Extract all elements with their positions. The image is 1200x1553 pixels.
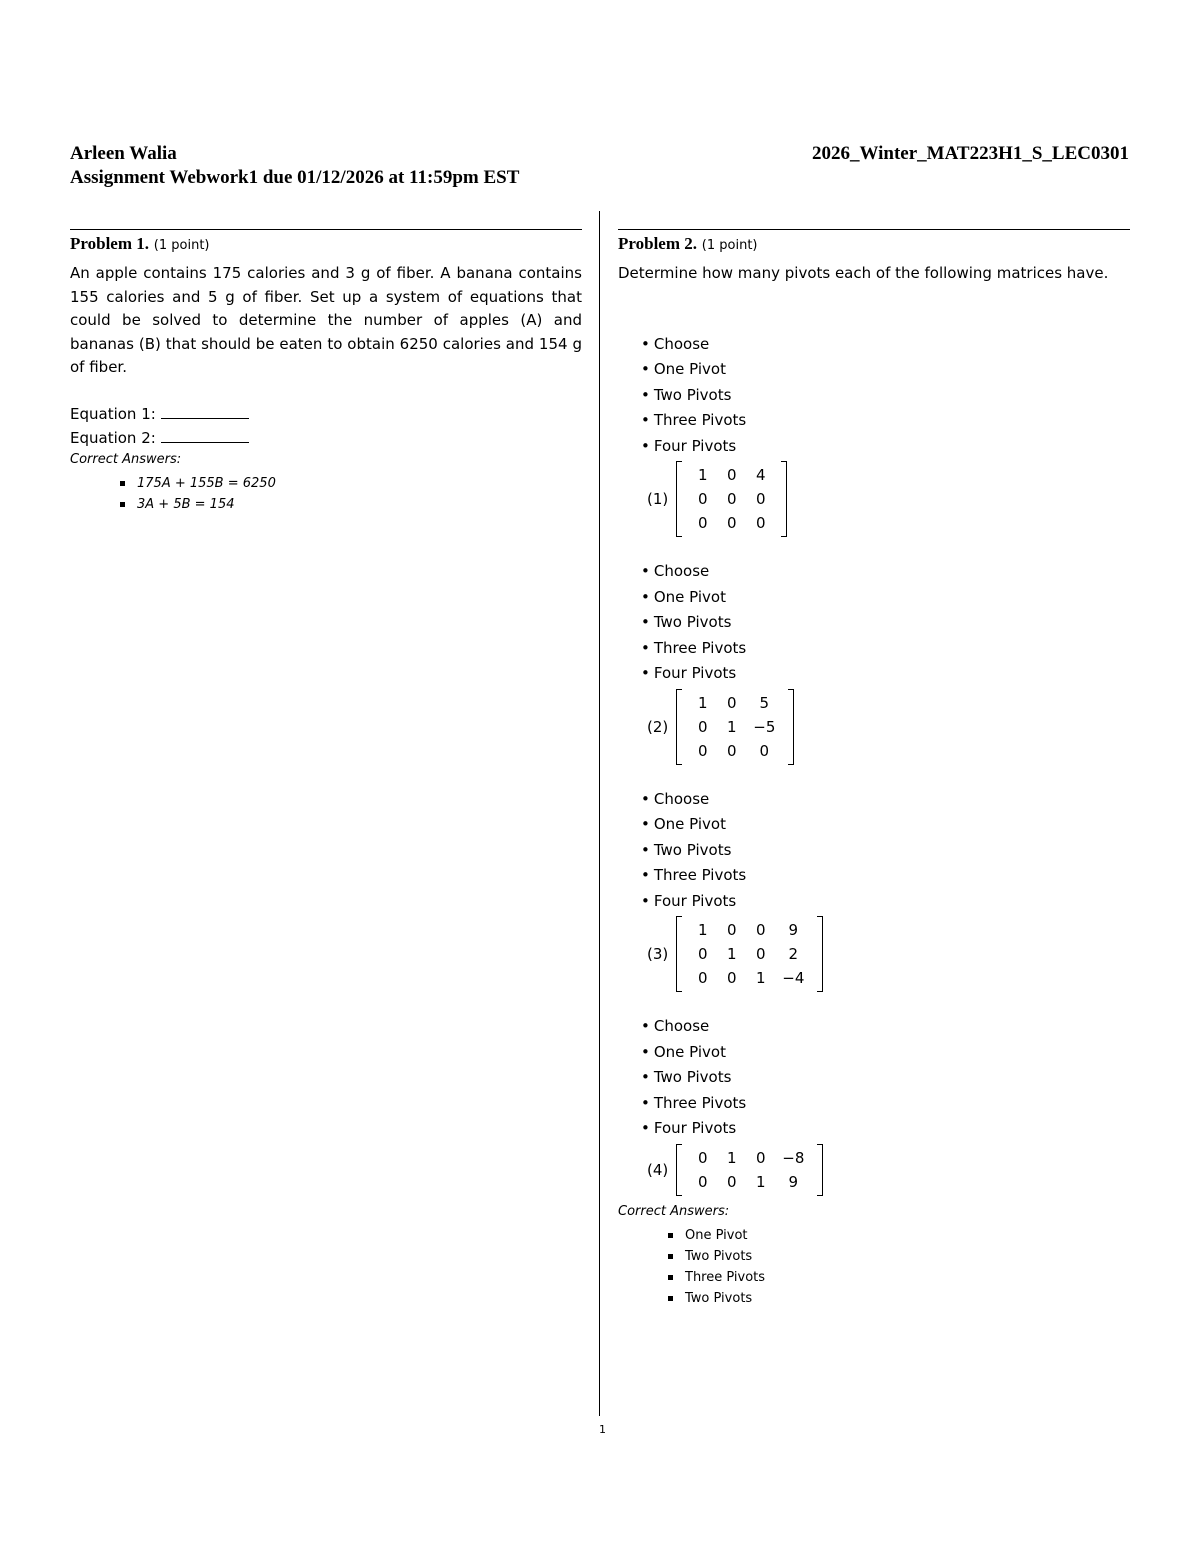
problem-2-answer-list — [618, 1225, 1130, 1309]
options-list-2 — [618, 559, 1130, 687]
option-four-pivots[interactable]: • Four Pivots — [641, 661, 1130, 687]
problem-1-heading — [70, 234, 582, 256]
option-four-pivots[interactable]: • Four Pivots — [641, 1116, 1130, 1142]
matrix-1-row — [647, 461, 1130, 537]
matrix-cell: 0 — [697, 1172, 708, 1191]
course-code: 2026_Winter_MAT223H1_S_LEC0301 — [811, 143, 1129, 164]
option-choose[interactable]: • Choose — [641, 332, 1130, 358]
matrix-cell: 0 — [755, 921, 766, 939]
matrix-cell: 0 — [755, 514, 766, 532]
matrix-2-row — [647, 689, 1130, 765]
problem-2-correct-answers-title: Correct Answers: — [618, 1203, 730, 1219]
matrix-cell: 4 — [755, 466, 766, 484]
matrix-row — [688, 739, 782, 763]
matrix-cell: 0 — [755, 945, 766, 963]
matrix-2-label: (2) — [647, 717, 669, 736]
equation-2-row — [70, 426, 582, 450]
matrix-cell: 1 — [697, 921, 708, 939]
matrix-cell: 0 — [755, 1148, 766, 1167]
matrix-cell: −4 — [782, 969, 805, 987]
matrix-cell: 0 — [697, 717, 708, 736]
problem-2-answer-3: Three Pivots — [685, 1267, 1130, 1288]
matrix-cell: 0 — [697, 741, 708, 760]
option-one-pivot[interactable]: • One Pivot — [641, 812, 1130, 838]
problem-1-answer-list — [70, 473, 582, 515]
equation-2-label: Equation 2: — [70, 428, 156, 447]
problem-2-answer-4: Two Pivots — [685, 1288, 1130, 1309]
matrix-cell: 0 — [759, 741, 770, 760]
matrix-row — [688, 1170, 811, 1194]
matrix-4-label: (4) — [647, 1160, 669, 1179]
problem-1-text: An apple contains 175 calories and 3 g of fiber. A banana contains 155 calories and 5 g of fiber. Set up a system of equations that could be solved to determine the number of apples (A) and bananas (B) that should be eaten to obtain 6250 calories and 154 g of fiber. — [70, 264, 582, 376]
matrix-cell: 0 — [726, 466, 737, 484]
problem-2-text: Determine how many pivots each of the following matrices have. — [618, 264, 1109, 282]
option-choose[interactable]: • Choose — [641, 787, 1130, 813]
option-three-pivots[interactable]: • Three Pivots — [641, 863, 1130, 889]
option-three-pivots[interactable]: • Three Pivots — [641, 1091, 1130, 1117]
student-name: Arleen Walia — [70, 143, 177, 164]
matrix-cell: 5 — [759, 693, 770, 712]
problem-2-title: Problem 2. — [618, 234, 698, 253]
option-choose[interactable]: • Choose — [641, 1014, 1130, 1040]
problem-1-answer-2: 3A + 5B = 154 — [137, 494, 582, 515]
problem-2-answer-1: One Pivot — [685, 1225, 1130, 1246]
option-two-pivots[interactable]: • Two Pivots — [641, 610, 1130, 636]
problem-1-correct-answers-title: Correct Answers: — [70, 451, 182, 467]
matrix-cell: 0 — [697, 514, 708, 532]
matrix-cell: 0 — [755, 490, 766, 508]
header-left — [70, 142, 519, 190]
matrix-cell: 0 — [726, 921, 737, 939]
problem-1 — [70, 229, 582, 515]
matrix-3 — [676, 916, 823, 992]
option-two-pivots[interactable]: • Two Pivots — [641, 838, 1130, 864]
matrix-cell: 0 — [697, 1148, 708, 1167]
option-two-pivots[interactable]: • Two Pivots — [641, 383, 1130, 409]
matrix-cell: 1 — [755, 969, 766, 987]
matrix-row — [688, 511, 775, 535]
problem-1-title: Problem 1. — [70, 234, 150, 253]
option-four-pivots[interactable]: • Four Pivots — [641, 889, 1130, 915]
problem-2 — [618, 229, 1130, 1309]
matrix-2 — [676, 689, 794, 765]
equation-block — [70, 402, 582, 450]
matrix-cell: 1 — [726, 945, 737, 963]
option-one-pivot[interactable]: • One Pivot — [641, 357, 1130, 383]
matrix-3-row — [647, 916, 1130, 992]
matrix-cell: 9 — [788, 921, 799, 939]
equation-1-blank[interactable] — [161, 404, 249, 419]
matrix-1 — [676, 461, 787, 537]
matrix-cell: −5 — [753, 717, 776, 736]
page-number: 1 — [599, 1423, 606, 1436]
matrix-cell: 0 — [726, 693, 737, 712]
option-one-pivot[interactable]: • One Pivot — [641, 1040, 1130, 1066]
matrix-cell: 1 — [697, 693, 708, 712]
option-four-pivots[interactable]: • Four Pivots — [641, 434, 1130, 460]
option-two-pivots[interactable]: • Two Pivots — [641, 1065, 1130, 1091]
matrix-1-label: (1) — [647, 490, 669, 508]
matrix-row — [688, 463, 775, 487]
equation-1-row — [70, 402, 582, 426]
matrix-cell: 0 — [697, 945, 708, 963]
matrix-row — [688, 715, 782, 739]
problem-2-heading — [618, 234, 1130, 256]
section-rule — [618, 229, 1130, 230]
problem-2-points: (1 point) — [701, 238, 758, 253]
option-one-pivot[interactable]: • One Pivot — [641, 585, 1130, 611]
matrix-cell: 0 — [697, 490, 708, 508]
option-three-pivots[interactable]: • Three Pivots — [641, 636, 1130, 662]
matrix-cell: 1 — [726, 1148, 737, 1167]
column-divider — [599, 211, 600, 1416]
matrix-cell: 1 — [755, 1172, 766, 1191]
matrix-row — [688, 942, 811, 966]
matrix-cell: 2 — [788, 945, 799, 963]
matrix-cell: 0 — [726, 741, 737, 760]
problem-2-answer-2: Two Pivots — [685, 1246, 1130, 1267]
matrix-cell: 0 — [726, 1172, 737, 1191]
equation-1-label: Equation 1: — [70, 404, 156, 423]
options-list-3 — [618, 787, 1130, 915]
equation-2-blank[interactable] — [161, 428, 249, 443]
matrix-cell: 1 — [697, 466, 708, 484]
problem-1-answer-1: 175A + 155B = 6250 — [137, 473, 582, 494]
matrix-cell: 0 — [697, 969, 708, 987]
matrix-cell: 0 — [726, 969, 737, 987]
options-list-4 — [618, 1014, 1130, 1142]
spacer — [618, 286, 1130, 332]
options-list-1 — [618, 332, 1130, 460]
matrix-row — [688, 1146, 811, 1170]
problem-1-points: (1 point) — [153, 238, 210, 253]
option-three-pivots[interactable]: • Three Pivots — [641, 408, 1130, 434]
matrix-row — [688, 918, 811, 942]
matrix-row — [688, 487, 775, 511]
matrix-cell: 9 — [788, 1172, 799, 1191]
matrix-cell: 0 — [726, 514, 737, 532]
matrix-row — [688, 966, 811, 990]
matrix-row — [688, 691, 782, 715]
matrix-4-row — [647, 1144, 1130, 1196]
assignment-line: Assignment Webwork1 due 01/12/2026 at 11:59pm EST — [70, 167, 520, 188]
matrix-cell: −8 — [782, 1148, 805, 1167]
matrix-4 — [676, 1144, 823, 1196]
option-choose[interactable]: • Choose — [641, 559, 1130, 585]
section-rule — [70, 229, 582, 230]
matrix-cell: 0 — [726, 490, 737, 508]
matrix-3-label: (3) — [647, 945, 669, 963]
matrix-cell: 1 — [726, 717, 737, 736]
